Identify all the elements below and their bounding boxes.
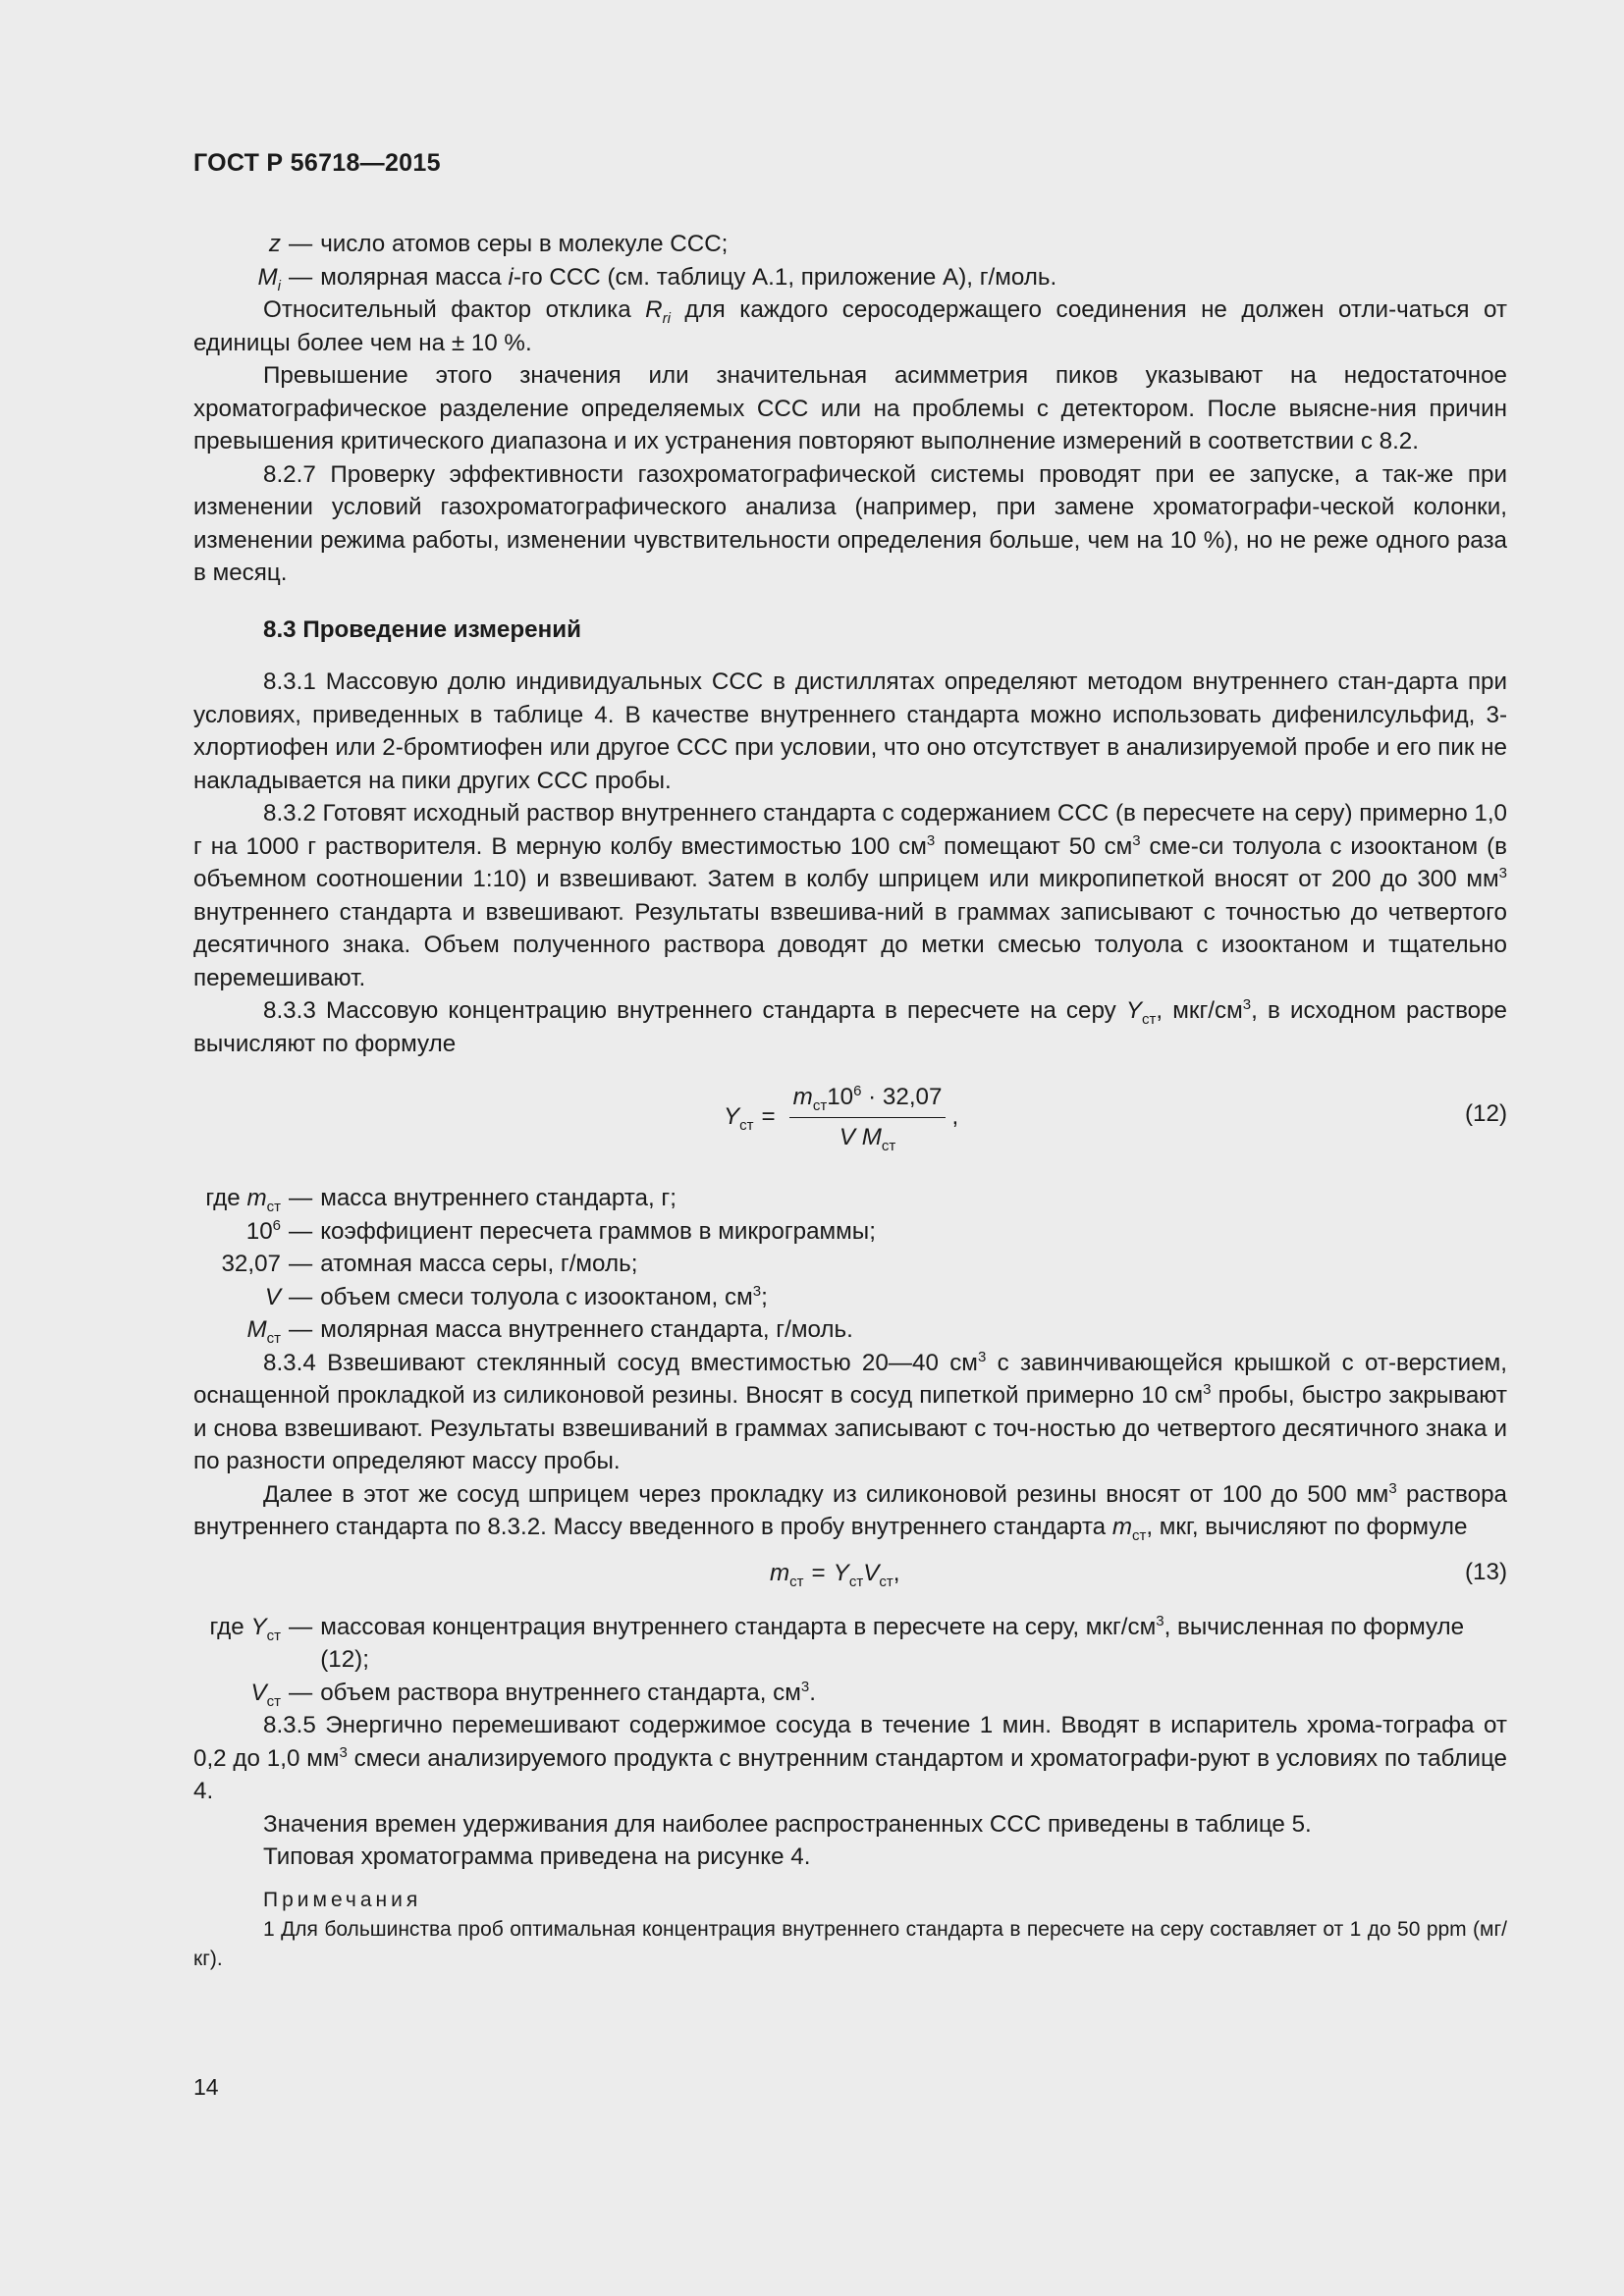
definition-m-st: где $m_{ст}$ — масса внутреннего стандарта, г;: [205, 1185, 677, 1215]
section-title-8-3: 8.3 Проведение измерений: [263, 615, 581, 643]
formula-12-definitions: [193, 1182, 1507, 1347]
page-number: 14: [193, 2074, 219, 2100]
definition-mi: $M_i$ — молярная масса i-го ССС (см. таблицу А.1, приложение А), г/моль.: [193, 261, 1507, 294]
paragraph-retention-times: Значения времен удерживания для наиболее распространенных ССС приведены в таблице 5.: [263, 1810, 1312, 1838]
definition-v-st: $V_{ст}$ — объем раствора внутреннего стандарта, $см^3$.: [250, 1678, 816, 1710]
definition-z: z — число атомов серы в молекуле ССС;: [193, 228, 1507, 261]
formula-13: [193, 1546, 1507, 1601]
paragraph-8-3-5: 8.3.5 Энергично перемешивают содержимое сосуда в течение 1 мин. Вводят в испаритель хрома-тографа от 0,2 до 1,0 $мм^3$ смеси анализируемого продукта с внутренним стандартом и хроматографи-руют в условиях по таблице 4.: [193, 1712, 1507, 1804]
paragraph-8-3-1: 8.3.1 Массовую долю индивидуальных ССС в дистиллятах определяют методом внутреннего стан-дарта при условиях, приведенных в таблице 4. В качестве внутреннего стандарта можно использовать дифенилсульфид, 3-хлортиофен или 2-бромтиофен или другое ССС при условии, что оно отсутствует в анализируемой пробе и его пик не накладывается на пики других ССС пробы.: [193, 668, 1507, 794]
definition-v: V — объем смеси толуола с изооктаном, $см^3$;: [264, 1282, 768, 1310]
fraction-numerator: $m_{ст}10^6 \cdot 32,07$: [789, 1081, 947, 1118]
definition-symbol: z: [268, 231, 281, 257]
notes-title: Примечания: [263, 1888, 422, 1911]
definition-symbol: $M_i$: [257, 263, 281, 294]
paragraph-8-3-2: 8.3.2 Готовят исходный раствор внутреннего стандарта с содержанием ССС (в пересчете на серу) примерно 1,0 г на 1000 г растворителя. В мерную колбу вместимостью 100 $см^3$ помещают 50 $см^3$ сме-си толуола с изооктаном (в объемном соотношении 1:10) и взвешивают. Затем в колбу шприцем или микропипеткой вносят от 200 до 300 $мм^3$ внутреннего стандарта и взвешивают. Результаты взвешива-ний в граммах записывают с точностью до четвертого десятичного знака. Объем полученного раствора доводят до метки смесью толуола с изооктаном и тщательно перемешивают.: [193, 800, 1507, 991]
paragraph-dalee: Далее в этот же сосуд шприцем через прокладку из силиконовой резины вносят от 100 до 500 $мм^3$ раствора внутреннего стандарта по 8.3.2. Массу введенного в пробу внутреннего стандарта $m_{ст}$, мкг, вычисляют по формуле: [193, 1479, 1507, 1544]
definition-y-st: где $Y_{ст}$ — массовая концентрация внутреннего стандарта в пересчете на серу, мкг/$см^3$, вычисленная по формуле (12);: [209, 1612, 1465, 1673]
paragraph-8-3-4: 8.3.4 Взвешивают стеклянный сосуд вместимостью 20—40 $см^3$ с завинчивающейся крышкой с от-верстием, оснащенной прокладкой из силиконовой резины. Вносят в сосуд пипеткой примерно 10 $см^3$ пробы, быстро закрывают и снова взвешивают. Результаты взвешиваний в граммах записывают с точ-ностью до четвертого десятичного знака и по разности определяют массу пробы.: [193, 1348, 1507, 1474]
note-1: 1 Для большинства проб оптимальная концентрация внутреннего стандарта в пересчете на серу составляет от 1 до 50 ppm (мг/кг).: [193, 1917, 1507, 1970]
definition-text: число атомов серы в молекуле ССС;: [320, 231, 729, 257]
formula-13-body: $m_{ст}$ = $Y_{ст}V_{ст}$ ,: [770, 1559, 900, 1590]
paragraph-8-3-3: 8.3.3 Массовую концентрацию внутреннего стандарта в пересчете на серу $Y_{ст}$, мкг/$см^3$, в исходном растворе вычисляют по формуле: [193, 996, 1508, 1057]
paragraph-chromatogram: Типовая хроматограмма приведена на рисунке 4.: [263, 1843, 811, 1870]
formula-12-fraction: [789, 1081, 947, 1153]
definition-m-molar-st: $M_{ст}$ — молярная масса внутреннего стандарта, г/моль.: [246, 1316, 853, 1347]
fraction-denominator: V $M_{ст}$: [839, 1123, 896, 1154]
formula-13-definitions: [193, 1611, 1507, 1710]
formula-12: [193, 1070, 1507, 1164]
page-body: [193, 228, 1507, 1974]
formula-number: (12): [1464, 1100, 1507, 1127]
paragraph-asymmetry: Превышение этого значения или значительная асимметрия пиков указывают на недостаточное хроматографическое разделение определяемых ССС или на проблемы с детектором. После выясне-ния причин превышения критического диапазона и их устранения повторяют выполнение измерений в соответствии с 8.2.: [193, 362, 1507, 454]
definition-10-6: $10^6$ — коэффициент пересчета граммов в микрограммы;: [245, 1216, 876, 1245]
paragraph-8-2-7: 8.2.7 Проверку эффективности газохроматографической системы проводят при ее запуске, а так-же при изменении условий газохроматографического анализа (например, при замене хроматографи-ческой колонки, изменении режима работы, изменении чувствительности определения больше, чем на 10 %), но не реже одного раза в месяц.: [193, 460, 1507, 586]
formula-12-body: $Y_{ст}$ = $\frac{m_{ст}10^6 \cdot 32,07}{V M_{ст}}$ ,: [724, 1083, 959, 1154]
formula-number: (13): [1464, 1558, 1507, 1585]
document-header: ГОСТ Р 56718—2015: [193, 149, 441, 177]
paragraph-response-factor: Относительный фактор отклика $R_{ri}$ для каждого серосодержащего соединения не должен отли-чаться от единицы более чем на ± 10 %.: [193, 296, 1507, 356]
definition-32-07: 32,07 — атомная масса серы, г/моль;: [221, 1251, 638, 1277]
